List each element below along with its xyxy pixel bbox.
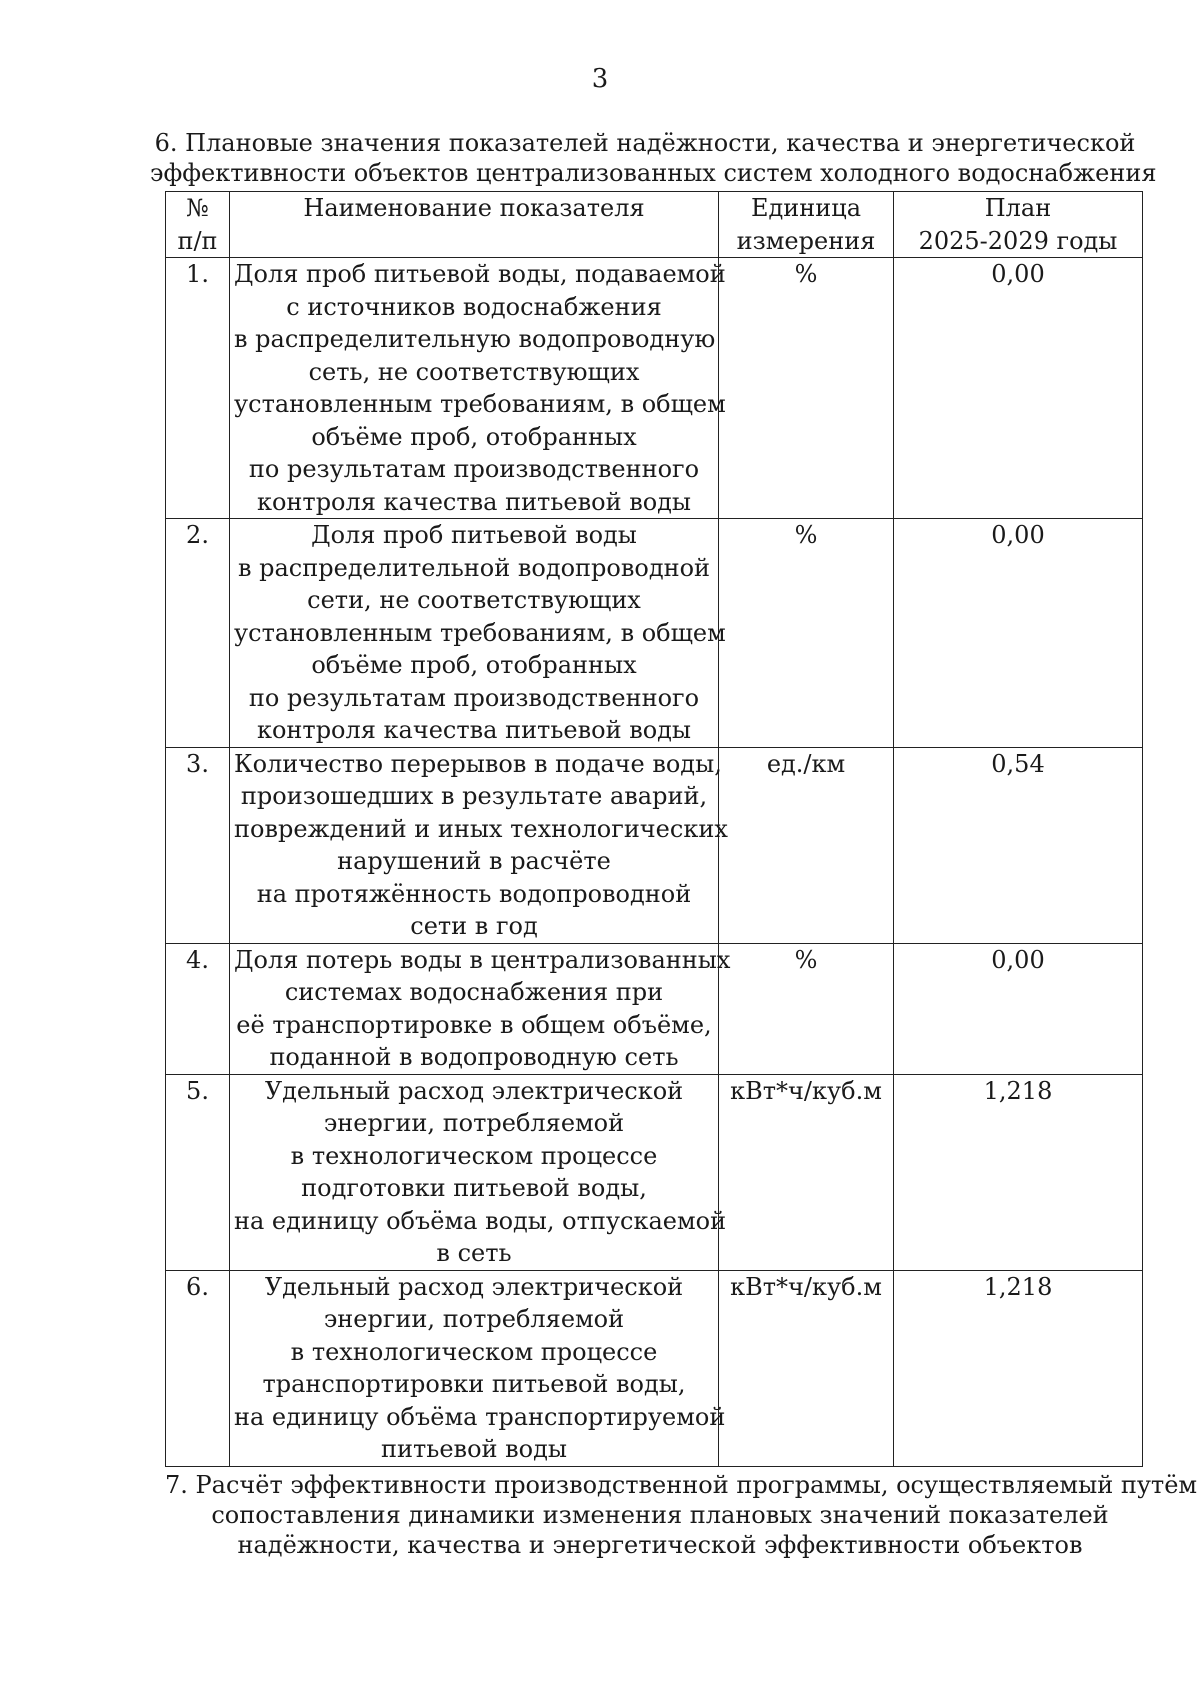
- plan-value: 1,218: [894, 1074, 1143, 1270]
- indicator-name-line: в технологическом процессе: [290, 1141, 658, 1170]
- plan-value: 1,218: [894, 1270, 1143, 1466]
- indicator-name-line: системах водоснабжения при: [284, 978, 664, 1006]
- header-num: [166, 192, 230, 258]
- header-num-line: №: [186, 194, 209, 222]
- indicator-name-line: на единицу объёма транспортируемой: [234, 1402, 726, 1431]
- section-7-title: [165, 1470, 1198, 1560]
- indicator-name-line: транспортировки питьевой воды,: [262, 1370, 686, 1398]
- indicator-name-line: в распределительную водопроводную: [234, 325, 716, 353]
- indicator-name: [230, 1270, 726, 1466]
- indicator-name-line: установленным требованиям, в общем: [234, 618, 726, 647]
- indicator-name-line: питьевой воды: [381, 1435, 567, 1463]
- row-number: 5.: [166, 1074, 230, 1270]
- table-row: [166, 258, 1143, 519]
- header-plan-line: 2025-2029 годы: [918, 226, 1118, 255]
- indicator-name-line: установленным требованиям, в общем: [234, 390, 726, 418]
- indicator-name-line: в технологическом процессе: [290, 1337, 658, 1366]
- indicator-name-line: в распределительной водопроводной: [237, 553, 711, 582]
- indicator-name-line: Удельный расход электрической: [264, 1272, 684, 1301]
- indicator-name-line: на протяжённость водопроводной: [256, 879, 692, 908]
- table-header-row: [166, 192, 1143, 258]
- indicator-name: [230, 747, 728, 943]
- indicator-name-line: контроля качества питьевой воды: [256, 716, 692, 744]
- page-number: 3: [591, 64, 609, 94]
- row-number: 4.: [166, 943, 230, 1074]
- unit-of-measure: %: [719, 258, 894, 519]
- unit-of-measure: кВт*ч/куб.м: [719, 1074, 894, 1270]
- indicator-name-line: энергии, потребляемой: [323, 1109, 625, 1137]
- header-name: [230, 192, 719, 258]
- section-6-title: [150, 128, 1157, 188]
- plan-value: 0,00: [894, 258, 1143, 519]
- section-7-title-line: сопоставления динамики изменения плановых значений показателей: [211, 1501, 1109, 1529]
- unit-of-measure: %: [719, 943, 894, 1074]
- header-unit: [719, 192, 894, 258]
- table-row: [166, 747, 1143, 943]
- indicator-name-line: произошедших в результате аварий,: [240, 782, 708, 810]
- indicator-name-line: нарушений в расчёте: [337, 847, 611, 875]
- section-7-title-line: 7. Расчёт эффективности производственной программы, осуществляемый путём: [165, 1471, 1198, 1499]
- plan-value: 0,00: [894, 943, 1143, 1074]
- row-number: 1.: [166, 258, 230, 519]
- indicator-name: [230, 943, 731, 1074]
- indicator-name-line: подготовки питьевой воды,: [301, 1174, 647, 1202]
- section-6-title-line: 6. Плановые значения показателей надёжности, качества и энергетической: [154, 129, 1136, 157]
- indicator-name: [230, 258, 726, 519]
- row-number: 3.: [166, 747, 230, 943]
- table-row: [166, 1074, 1143, 1270]
- indicator-name-line: повреждений и иных технологических: [234, 814, 728, 843]
- table-row: [166, 943, 1143, 1074]
- row-number: 2.: [166, 519, 230, 748]
- indicator-name-line: на единицу объёма воды, отпускаемой: [234, 1206, 727, 1235]
- indicators-table: [165, 191, 1143, 1467]
- table-row: [166, 519, 1143, 748]
- table-body: [166, 258, 1143, 1467]
- indicator-name-line: Доля потерь воды в централизованных: [234, 945, 731, 974]
- indicator-name-line: с источников водоснабжения: [286, 292, 662, 321]
- header-num-line: п/п: [177, 226, 218, 255]
- indicator-name-line: сети в год: [410, 912, 538, 940]
- indicator-name: [230, 1074, 727, 1270]
- indicator-name-line: Удельный расход электрической: [264, 1076, 684, 1105]
- header-name-line: Наименование показателя: [303, 194, 645, 222]
- unit-of-measure: ед./км: [719, 747, 894, 943]
- section-6-title-line: эффективности объектов централизованных систем холодного водоснабжения: [150, 159, 1157, 187]
- indicator-name-line: энергии, потребляемой: [323, 1305, 625, 1333]
- header-unit-line: Единица: [750, 194, 862, 222]
- indicator-name-line: сеть, не соответствующих: [308, 357, 640, 386]
- indicator-name-line: Доля проб питьевой воды, подаваемой: [234, 260, 726, 288]
- indicator-name-line: поданной в водопроводную сеть: [269, 1043, 679, 1071]
- table-row: [166, 1270, 1143, 1466]
- header-plan: [894, 192, 1143, 258]
- section-7-title-line: надёжности, качества и энергетической эффективности объектов: [237, 1531, 1083, 1559]
- plan-value: 0,00: [894, 519, 1143, 748]
- indicator-name-line: по результатам производственного: [248, 683, 700, 712]
- indicator-name-line: объёме проб, отобранных: [311, 422, 637, 451]
- indicator-name-line: по результатам производственного: [248, 455, 700, 483]
- indicator-name-line: Доля проб питьевой воды: [311, 521, 637, 549]
- row-number: 6.: [166, 1270, 230, 1466]
- indicator-name-line: объёме проб, отобранных: [311, 651, 637, 679]
- indicator-name-line: контроля качества питьевой воды: [256, 487, 692, 516]
- indicator-name: [230, 519, 726, 748]
- plan-value: 0,54: [894, 747, 1143, 943]
- indicator-name-line: её транспортировке в общем объёме,: [236, 1010, 712, 1039]
- indicator-name-line: сети, не соответствующих: [307, 586, 641, 614]
- header-unit-line: измерения: [736, 226, 876, 255]
- unit-of-measure: %: [719, 519, 894, 748]
- indicator-name-line: в сеть: [436, 1239, 512, 1267]
- indicator-name-line: Количество перерывов в подаче воды,: [234, 749, 722, 778]
- header-plan-line: План: [984, 194, 1052, 222]
- unit-of-measure: кВт*ч/куб.м: [719, 1270, 894, 1466]
